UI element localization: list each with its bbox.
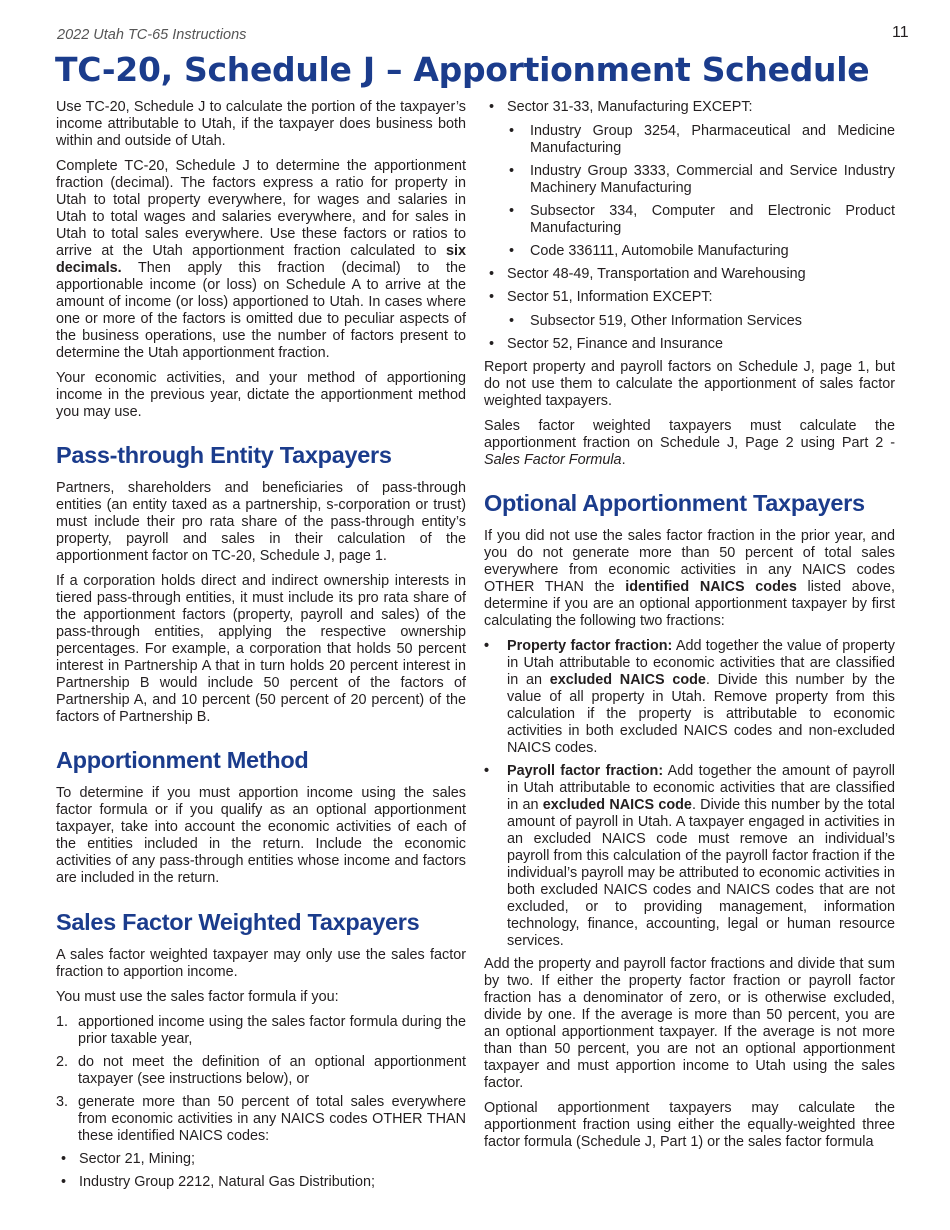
naics-list-right xyxy=(484,99,895,353)
sales-factor-conditions-list xyxy=(56,1014,466,1145)
left-column xyxy=(56,99,466,1197)
pass-through-paragraph-2: If a corporation holds direct and indirect ownership interests in tiered pass-through entities, it must include its pro rata share of the apportionment factors (property, payroll and sales) of the pass-through entities, applying the respective ownership percentages. For example, a corporation that holds 50 percent interest in Partnership A that in turn holds 20 percent interest in Partnership B would include 50 percent of the factors of Partnership A, and 10 percent (50 percent of 20 percent) of the factors of Partnership B. xyxy=(56,573,466,725)
heading-sales-factor: Sales Factor Weighted Taxpayers xyxy=(56,909,420,935)
heading-apportionment-method: Apportionment Method xyxy=(56,747,309,773)
average-fraction-paragraph: Add the property and payroll factor fractions and divide that sum by two. If either the property factor fraction or payroll factor fraction has a denominator of zero, or is otherwise excluded, divide by one. If the average is more than 50 percent, you are an optional apportionment taxpayer. If the average is not more than than 50 percent, you are not an optional apportionment taxpayer and must apportion income to Utah using the sales factor. xyxy=(484,956,895,1091)
naics-list-left xyxy=(56,1151,466,1191)
fraction-paragraph: Complete TC-20, Schedule J to determine the apportionment fraction (decimal). The factors express a ratio for property in Utah to total property everywhere, for wages and salaries in Utah to total wages and salaries everywhere, and for sales in Utah to total sales everywhere. Use these factors or ratios to arrive at the Utah apportionment fraction calculated to six decimals. Then apply this fraction (decimal) to the apportionable income (or loss) on Schedule A to arrive at the amount of income (or loss) apportioned to Utah. In cases where one or more of the factors is omitted due to peculiar aspects of the business operations, use the number of factors present to determine the Utah apportionment fraction. xyxy=(56,158,466,361)
property-factor-item: • Property factor fraction: Add together the value of property in Utah attributable to economic activities that are classified in an excluded NAICS code. Divide this number by the value of all property in Utah. Remove property from this calculation if the property is attributable to economic activities in both excluded NAICS codes and non-excluded NAICS codes. xyxy=(484,638,895,756)
list-item: • Industry Group 3254, Pharmaceutical and Medicine Manufacturing xyxy=(509,123,895,156)
list-item: • Sector 31-33, Manufacturing EXCEPT: • Industry Group 3254, Pharmaceutical and Medicine Manufacturing • Industry Group 3333, Commercial and Service Industry Machinery Manufacturing • Subsector 334, Computer and Electronic Product Manufacturing • Code 336111, Automobile Manufacturing xyxy=(489,99,895,259)
running-header: 2022 Utah TC-65 Instructions xyxy=(57,27,247,43)
heading-pass-through: Pass-through Entity Taxpayers xyxy=(56,442,392,468)
sales-factor-paragraph-1: A sales factor weighted taxpayer may only use the sales factor fraction to apportion income. xyxy=(56,947,466,980)
list-item: • Subsector 334, Computer and Electronic Product Manufacturing xyxy=(509,203,895,236)
sales-factor-paragraph-2: You must use the sales factor formula if you: xyxy=(56,989,339,1005)
right-column xyxy=(484,99,895,1159)
pass-through-paragraph-1: Partners, shareholders and beneficiaries of pass-through entities (an entity taxed as a partnership, s-corporation or trust) must include their pro rata share of the pass-through entity’s property, payroll and sales in their calculation of the apportionment factor on TC-20, Schedule J, page 1. xyxy=(56,480,466,564)
report-factors-paragraph: Report property and payroll factors on Schedule J, page 1, but do not use them to calculate the apportionment of sales factor weighted taxpayers. xyxy=(484,359,895,409)
payroll-factor-item: • Payroll factor fraction: Add together the amount of payroll in Utah attributable to economic activities that are classified in an excluded NAICS code. Divide this number by the total amount of payroll in Utah. A taxpayer engaged in activities in an excluded NAICS code must remove an individual’s payroll from this calculation of the payroll factor fraction if the individual’s payroll may be attributed to economic activities in both excluded NAICS codes and NAICS codes that are not excluded, or to providing management, information technology, finance, accounting, legal or human resource services. xyxy=(484,763,895,949)
list-item: 3. generate more than 50 percent of total sales everywhere from economic activities in any NAICS codes OTHER THAN these identified NAICS codes: xyxy=(56,1094,466,1144)
list-item: • Industry Group 3333, Commercial and Service Industry Machinery Manufacturing xyxy=(509,163,895,196)
list-item: 1. apportioned income using the sales factor formula during the prior taxable year, xyxy=(56,1014,466,1047)
list-item: • Sector 52, Finance and Insurance xyxy=(489,336,723,352)
apportionment-method-paragraph: To determine if you must apportion income using the sales factor formula or if you qualify as an optional apportionment taxpayer, take into account the economic activities of each of the entities included in the return. Include the economic activities of any pass-through entities whose income and factors are included in the return. xyxy=(56,785,466,886)
list-item: • Sector 48-49, Transportation and Warehousing xyxy=(489,266,806,282)
sales-factor-weighted-paragraph: Sales factor weighted taxpayers must calculate the apportionment fraction on Schedule J, Page 2 using Part 2 - Sales Factor Formula. xyxy=(484,418,895,468)
page-number: 11 xyxy=(892,24,909,41)
list-item: 2. do not meet the definition of an optional apportionment taxpayer (see instructions below), or xyxy=(56,1054,466,1087)
list-item: • Sector 51, Information EXCEPT: • Subsector 519, Other Information Services xyxy=(484,289,895,330)
list-item: • Code 336111, Automobile Manufacturing xyxy=(509,243,789,259)
method-intro-paragraph: Your economic activities, and your method of apportioning income in the previous year, dictate the apportionment method you may use. xyxy=(56,370,466,420)
list-item: • Subsector 519, Other Information Services xyxy=(509,313,802,329)
page-title: TC-20, Schedule J – Apportionment Schedule xyxy=(55,50,870,89)
list-item: • Sector 21, Mining; xyxy=(61,1151,195,1167)
list-item: • Industry Group 2212, Natural Gas Distribution; xyxy=(61,1174,375,1190)
manufacturing-exceptions-list xyxy=(507,123,895,260)
information-exceptions-list xyxy=(507,313,895,330)
optional-intro-paragraph: If you did not use the sales factor fraction in the prior year, and you do not generate more than 50 percent of total sales everywhere from economic activities in any NAICS codes OTHER THAN the identified NAICS codes listed above, determine if you are an optional apportionment taxpayer by first calculating the following two fractions: xyxy=(484,528,895,629)
optional-formula-paragraph: Optional apportionment taxpayers may calculate the apportionment fraction using either the equally-weighted three factor formula (Schedule J, Part 1) or the sales factor formula xyxy=(484,1100,895,1150)
intro-paragraph: Use TC-20, Schedule J to calculate the portion of the taxpayer’s income attributable to Utah, if the taxpayer does business both within and outside of Utah. xyxy=(56,99,466,149)
factor-fractions-list xyxy=(484,638,895,950)
heading-optional-apportionment: Optional Apportionment Taxpayers xyxy=(484,490,865,516)
